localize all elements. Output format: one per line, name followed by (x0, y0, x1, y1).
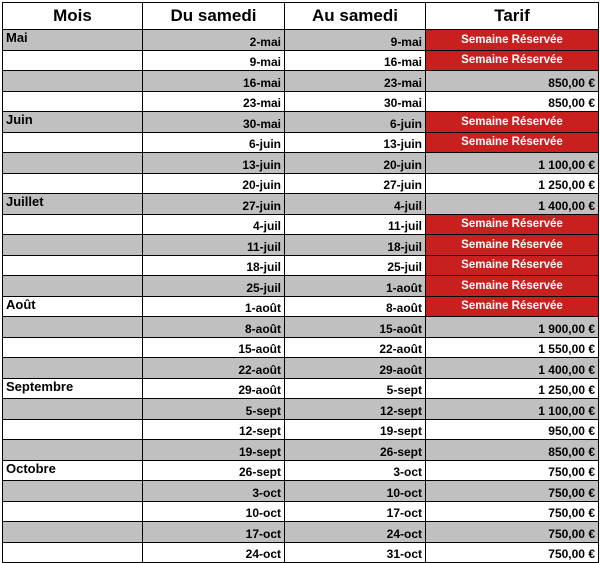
cell-mois (3, 522, 143, 543)
cell-au-samedi: 30-mai (285, 91, 426, 112)
table-row (3, 501, 599, 522)
cell-tarif-reserved: Semaine Réservée (426, 30, 599, 51)
table-row (3, 440, 599, 461)
cell-du-samedi: 23-mai (143, 91, 285, 112)
cell-au-samedi: 26-sept (285, 440, 426, 461)
table-row (3, 153, 599, 174)
cell-du-samedi: 11-juil (143, 235, 285, 256)
table-row (3, 50, 599, 71)
table-row (3, 214, 599, 235)
cell-mois (3, 235, 143, 256)
cell-du-samedi: 27-juin (143, 194, 285, 215)
table-row (3, 542, 599, 563)
cell-au-samedi: 20-juin (285, 153, 426, 174)
cell-tarif-reserved: Semaine Réservée (426, 214, 599, 235)
cell-au-samedi: 9-mai (285, 30, 426, 51)
rates-table (2, 2, 599, 563)
cell-tarif-reserved: Semaine Réservée (426, 132, 599, 153)
cell-mois: Juin (3, 112, 143, 133)
cell-du-samedi: 12-sept (143, 419, 285, 440)
cell-au-samedi: 4-juil (285, 194, 426, 215)
cell-tarif: 750,00 € (426, 481, 599, 502)
table-row (3, 91, 599, 112)
cell-tarif: 1 250,00 € (426, 173, 599, 194)
cell-mois (3, 317, 143, 338)
cell-au-samedi: 17-oct (285, 501, 426, 522)
cell-mois: Août (3, 296, 143, 317)
cell-au-samedi: 25-juil (285, 255, 426, 276)
cell-au-samedi: 29-août (285, 358, 426, 379)
cell-du-samedi: 18-juil (143, 255, 285, 276)
cell-mois (3, 50, 143, 71)
table-row (3, 112, 599, 133)
table-row (3, 235, 599, 256)
table-row (3, 296, 599, 317)
cell-tarif: 1 250,00 € (426, 378, 599, 399)
cell-mois (3, 419, 143, 440)
header-tarif: Tarif (426, 3, 599, 30)
cell-mois (3, 276, 143, 297)
table-row (3, 378, 599, 399)
cell-tarif-reserved: Semaine Réservée (426, 50, 599, 71)
cell-tarif: 750,00 € (426, 522, 599, 543)
header-au-samedi: Au samedi (285, 3, 426, 30)
cell-du-samedi: 16-mai (143, 71, 285, 92)
cell-du-samedi: 17-oct (143, 522, 285, 543)
cell-tarif: 1 100,00 € (426, 399, 599, 420)
table-row (3, 522, 599, 543)
cell-tarif-reserved: Semaine Réservée (426, 296, 599, 317)
cell-tarif-reserved: Semaine Réservée (426, 235, 599, 256)
cell-tarif-reserved: Semaine Réservée (426, 255, 599, 276)
cell-tarif: 850,00 € (426, 91, 599, 112)
cell-mois: Juillet (3, 194, 143, 215)
cell-du-samedi: 4-juil (143, 214, 285, 235)
cell-mois (3, 501, 143, 522)
cell-mois (3, 440, 143, 461)
cell-mois: Mai (3, 30, 143, 51)
table-row (3, 30, 599, 51)
cell-du-samedi: 30-mai (143, 112, 285, 133)
table-row (3, 460, 599, 481)
cell-mois (3, 132, 143, 153)
cell-au-samedi: 13-juin (285, 132, 426, 153)
cell-du-samedi: 6-juin (143, 132, 285, 153)
cell-mois (3, 173, 143, 194)
cell-au-samedi: 10-oct (285, 481, 426, 502)
cell-mois (3, 481, 143, 502)
cell-au-samedi: 19-sept (285, 419, 426, 440)
cell-du-samedi: 20-juin (143, 173, 285, 194)
cell-mois: Septembre (3, 378, 143, 399)
cell-au-samedi: 24-oct (285, 522, 426, 543)
table-body (3, 30, 599, 563)
table-header (3, 3, 599, 30)
cell-au-samedi: 27-juin (285, 173, 426, 194)
cell-mois (3, 214, 143, 235)
cell-du-samedi: 25-juil (143, 276, 285, 297)
cell-mois (3, 153, 143, 174)
rates-sheet (2, 2, 598, 563)
cell-du-samedi: 1-août (143, 296, 285, 317)
cell-du-samedi: 19-sept (143, 440, 285, 461)
cell-mois (3, 71, 143, 92)
cell-du-samedi: 26-sept (143, 460, 285, 481)
cell-mois (3, 358, 143, 379)
cell-au-samedi: 5-sept (285, 378, 426, 399)
cell-tarif: 1 400,00 € (426, 194, 599, 215)
cell-au-samedi: 8-août (285, 296, 426, 317)
cell-tarif: 850,00 € (426, 71, 599, 92)
cell-mois: Octobre (3, 460, 143, 481)
table-row (3, 419, 599, 440)
cell-du-samedi: 15-août (143, 337, 285, 358)
cell-tarif: 950,00 € (426, 419, 599, 440)
cell-au-samedi: 31-oct (285, 542, 426, 563)
cell-du-samedi: 2-mai (143, 30, 285, 51)
cell-au-samedi: 15-août (285, 317, 426, 338)
header-du-samedi: Du samedi (143, 3, 285, 30)
cell-au-samedi: 18-juil (285, 235, 426, 256)
cell-du-samedi: 9-mai (143, 50, 285, 71)
cell-mois (3, 91, 143, 112)
cell-tarif-reserved: Semaine Réservée (426, 276, 599, 297)
cell-au-samedi: 16-mai (285, 50, 426, 71)
table-row (3, 358, 599, 379)
cell-du-samedi: 13-juin (143, 153, 285, 174)
header-mois: Mois (3, 3, 143, 30)
table-row (3, 276, 599, 297)
cell-tarif: 750,00 € (426, 501, 599, 522)
cell-du-samedi: 22-août (143, 358, 285, 379)
cell-tarif: 850,00 € (426, 440, 599, 461)
cell-tarif: 1 400,00 € (426, 358, 599, 379)
table-row (3, 132, 599, 153)
cell-du-samedi: 5-sept (143, 399, 285, 420)
cell-tarif: 750,00 € (426, 460, 599, 481)
cell-au-samedi: 6-juin (285, 112, 426, 133)
table-row (3, 337, 599, 358)
header-row (3, 3, 599, 30)
table-row (3, 194, 599, 215)
cell-du-samedi: 3-oct (143, 481, 285, 502)
table-row (3, 173, 599, 194)
cell-tarif: 1 900,00 € (426, 317, 599, 338)
cell-tarif-reserved: Semaine Réservée (426, 112, 599, 133)
cell-du-samedi: 10-oct (143, 501, 285, 522)
cell-tarif: 1 550,00 € (426, 337, 599, 358)
cell-au-samedi: 23-mai (285, 71, 426, 92)
table-row (3, 255, 599, 276)
cell-mois (3, 399, 143, 420)
cell-tarif: 750,00 € (426, 542, 599, 563)
cell-tarif: 1 100,00 € (426, 153, 599, 174)
table-row (3, 317, 599, 338)
cell-du-samedi: 24-oct (143, 542, 285, 563)
cell-mois (3, 542, 143, 563)
cell-au-samedi: 22-août (285, 337, 426, 358)
cell-du-samedi: 29-août (143, 378, 285, 399)
cell-mois (3, 337, 143, 358)
cell-du-samedi: 8-août (143, 317, 285, 338)
table-row (3, 71, 599, 92)
table-row (3, 481, 599, 502)
cell-mois (3, 255, 143, 276)
table-row (3, 399, 599, 420)
cell-au-samedi: 12-sept (285, 399, 426, 420)
cell-au-samedi: 1-août (285, 276, 426, 297)
cell-au-samedi: 11-juil (285, 214, 426, 235)
cell-au-samedi: 3-oct (285, 460, 426, 481)
